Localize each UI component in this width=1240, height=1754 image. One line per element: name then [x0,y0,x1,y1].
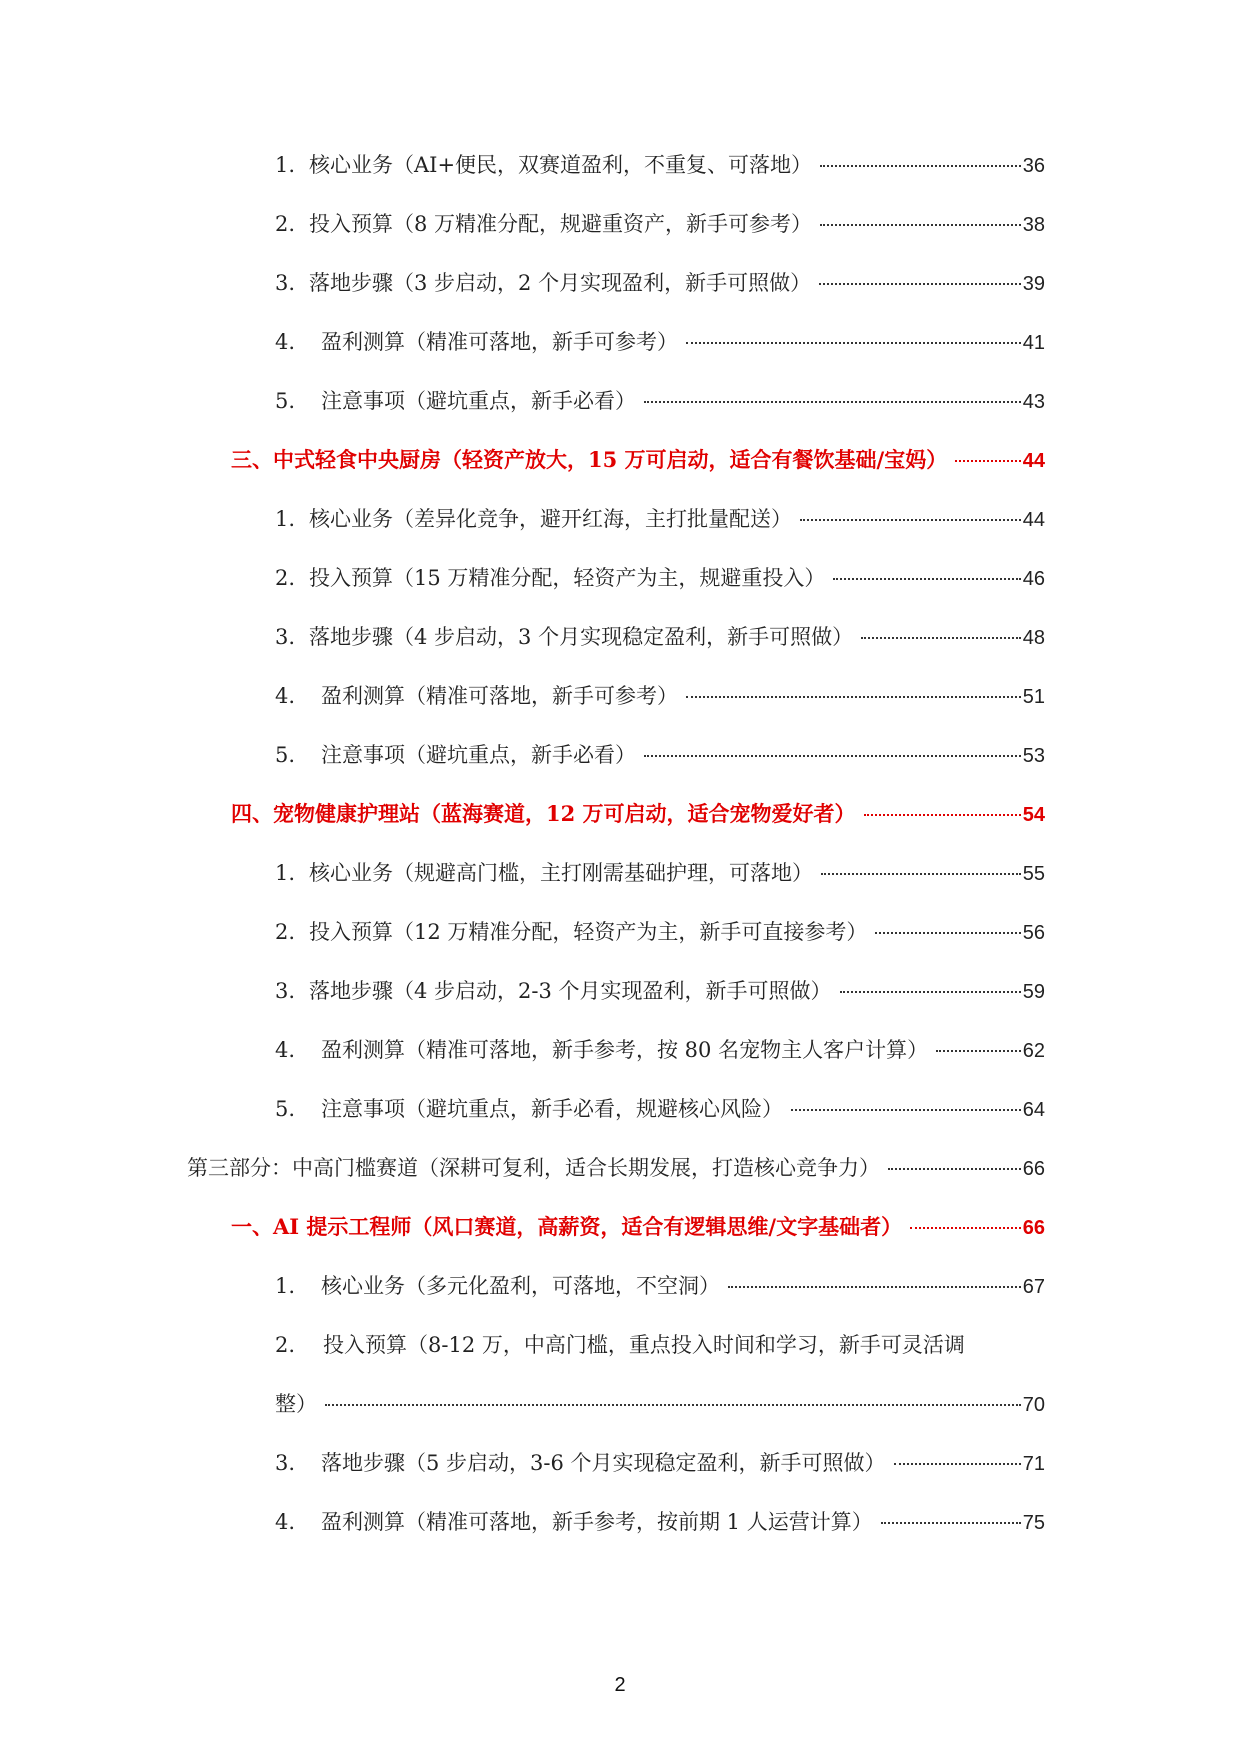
toc-entry-page: 62 [1022,1040,1045,1062]
dot-leader [864,814,1021,816]
toc-entry-number: 4. [275,330,296,354]
toc-entry-title: 核心业务（多元化盈利，可落地，不空洞） [321,1274,720,1298]
dot-leader [894,1463,1021,1465]
toc-entry-page: 54 [1022,804,1045,826]
toc-section-title: 三、中式轻食中央厨房（轻资产放大，15 万可启动，适合有餐饮基础/宝妈） [231,447,948,472]
dot-leader [861,637,1021,639]
toc-entry-title: 落地步骤（5 步启动，3-6 个月实现稳定盈利，新手可照做） [321,1451,886,1475]
toc-entry-page: 55 [1022,863,1045,885]
toc-entry-title: 盈利测算（精准可落地，新手参考，按前期 1 人运营计算） [321,1510,873,1534]
toc-entry-page: 36 [1022,155,1045,177]
toc-entry-title: 投入预算（8-12 万，中高门槛，重点投入时间和学习，新手可灵活调 [323,1333,965,1357]
toc-entry-number: 1. [275,1274,296,1298]
toc-entry-number: 1. [275,507,296,531]
toc-entry-number: 4. [275,684,296,708]
toc-entry-number: 1. [275,153,296,177]
toc-entry[interactable] [275,209,1045,240]
toc-entry-page: 75 [1022,1512,1045,1534]
dot-leader [821,873,1021,875]
dot-leader [910,1227,1021,1229]
toc-entry-number: 3. [275,1451,296,1475]
toc-entry-page: 67 [1022,1276,1045,1298]
dot-leader [644,755,1021,757]
toc-entry-page: 66 [1022,1158,1045,1180]
toc-entry-number: 2. [275,1333,296,1357]
toc-section-heading[interactable] [231,1212,1045,1243]
dot-leader [955,460,1021,462]
toc-entry-page: 43 [1022,391,1045,413]
toc-entry-page: 59 [1022,981,1045,1003]
toc-entry[interactable] [275,858,1045,889]
toc-entry-title: 盈利测算（精准可落地，新手参考，按 80 名宠物主人客户计算） [321,1038,929,1062]
toc-entry-page: 38 [1022,214,1045,236]
toc-entry-title: 核心业务（AI+便民，双赛道盈利，不重复、可落地） [309,153,813,177]
dot-leader [936,1050,1021,1052]
toc-entry-page: 66 [1022,1217,1045,1239]
dot-leader [833,578,1020,580]
toc-entry-title: 盈利测算（精准可落地，新手可参考） [321,330,678,354]
toc-entry-title: 落地步骤（3 步启动，2 个月实现盈利，新手可照做） [309,271,812,295]
toc-section-heading[interactable] [231,445,1045,476]
dot-leader [686,342,1021,344]
toc-entry-title: 投入预算（8 万精准分配，规避重资产，新手可参考） [309,212,813,236]
toc-entry-title: 落地步骤（4 步启动，3 个月实现稳定盈利，新手可照做） [309,625,854,649]
toc-entry-title: 核心业务（差异化竞争，避开红海，主打批量配送） [309,507,792,531]
toc-entry[interactable] [275,268,1045,299]
toc-entry[interactable] [275,327,1045,358]
toc-entry-title-continued: 整） [275,1392,317,1416]
toc-entry-title: 注意事项（避坑重点，新手必看，规避核心风险） [321,1097,783,1121]
toc-entry-title: 盈利测算（精准可落地，新手可参考） [321,684,678,708]
toc-entry[interactable] [275,1271,1045,1302]
toc-section-heading[interactable] [231,799,1045,830]
dot-leader [791,1109,1021,1111]
toc-entry-number: 5. [275,389,296,413]
toc-entry-page: 41 [1022,332,1045,354]
toc-entry-number: 5. [275,743,296,767]
dot-leader [325,1404,1021,1406]
toc-entry-title: 注意事项（避坑重点，新手必看） [321,389,636,413]
toc-entry-page: 53 [1022,745,1045,767]
dot-leader [840,991,1021,993]
toc-entry[interactable] [275,150,1045,181]
toc-entry-number: 5. [275,1097,296,1121]
toc-entry[interactable] [275,1035,1045,1066]
toc-entry[interactable] [275,622,1045,653]
toc-entry-number: 3. [275,625,296,649]
toc-entry-page: 44 [1022,509,1045,531]
toc-entry-title: 落地步骤（4 步启动，2-3 个月实现盈利，新手可照做） [309,979,832,1003]
toc-entry-page: 39 [1022,273,1045,295]
toc-entry[interactable] [275,976,1045,1007]
toc-entry-page: 46 [1022,568,1045,590]
toc-entry-page: 64 [1022,1099,1045,1121]
toc-entry[interactable] [275,563,1045,594]
dot-leader [728,1286,1021,1288]
toc-entry[interactable] [275,1507,1045,1538]
toc-entry-title: 核心业务（规避高门槛，主打刚需基础护理，可落地） [309,861,813,885]
toc-entry[interactable] [275,1448,1045,1479]
dot-leader [875,932,1020,934]
toc-section-title: 一、AI 提示工程师（风口赛道，高薪资，适合有逻辑思维/文字基础者） [231,1214,903,1239]
toc-entry[interactable] [275,386,1045,417]
toc-entry-page: 56 [1022,922,1045,944]
toc-entry-title: 注意事项（避坑重点，新手必看） [321,743,636,767]
toc-entry-page: 48 [1022,627,1045,649]
page-number: 2 [614,1674,626,1696]
toc-entry-title: 投入预算（12 万精准分配，轻资产为主，新手可直接参考） [309,920,868,944]
dot-leader [800,519,1021,521]
toc-entry[interactable] [275,504,1045,535]
toc-entry[interactable] [275,1094,1045,1125]
dot-leader [819,283,1021,285]
dot-leader [820,224,1021,226]
toc-entry-number: 3. [275,271,296,295]
toc-entry-number: 2. [275,920,296,944]
toc-entry-number: 2. [275,212,296,236]
toc-entry[interactable] [275,1330,1045,1360]
toc-entry-page: 44 [1022,450,1045,472]
toc-entry[interactable] [275,917,1045,948]
toc-entry-continuation[interactable] [275,1389,1045,1420]
toc-part-heading[interactable] [187,1153,1045,1184]
toc-entry[interactable] [275,681,1045,712]
toc-entry-number: 1. [275,861,296,885]
dot-leader [888,1168,1021,1170]
dot-leader [686,696,1021,698]
toc-entry-number: 2. [275,566,296,590]
toc-entry-title: 投入预算（15 万精准分配，轻资产为主，规避重投入） [309,566,826,590]
toc-entry-page: 71 [1022,1453,1045,1475]
dot-leader [644,401,1021,403]
toc-entry-page: 70 [1022,1394,1045,1416]
toc-entry[interactable] [275,740,1045,771]
dot-leader [881,1522,1021,1524]
toc-entry-page: 51 [1022,686,1045,708]
dot-leader [820,165,1021,167]
toc-entry-number: 4. [275,1510,296,1534]
toc-entry-number: 3. [275,979,296,1003]
toc-part-title: 第三部分：中高门槛赛道（深耕可复利，适合长期发展，打造核心竞争力） [187,1156,880,1180]
toc-entry-number: 4. [275,1038,296,1062]
toc-section-title: 四、宠物健康护理站（蓝海赛道，12 万可启动，适合宠物爱好者） [231,801,856,826]
